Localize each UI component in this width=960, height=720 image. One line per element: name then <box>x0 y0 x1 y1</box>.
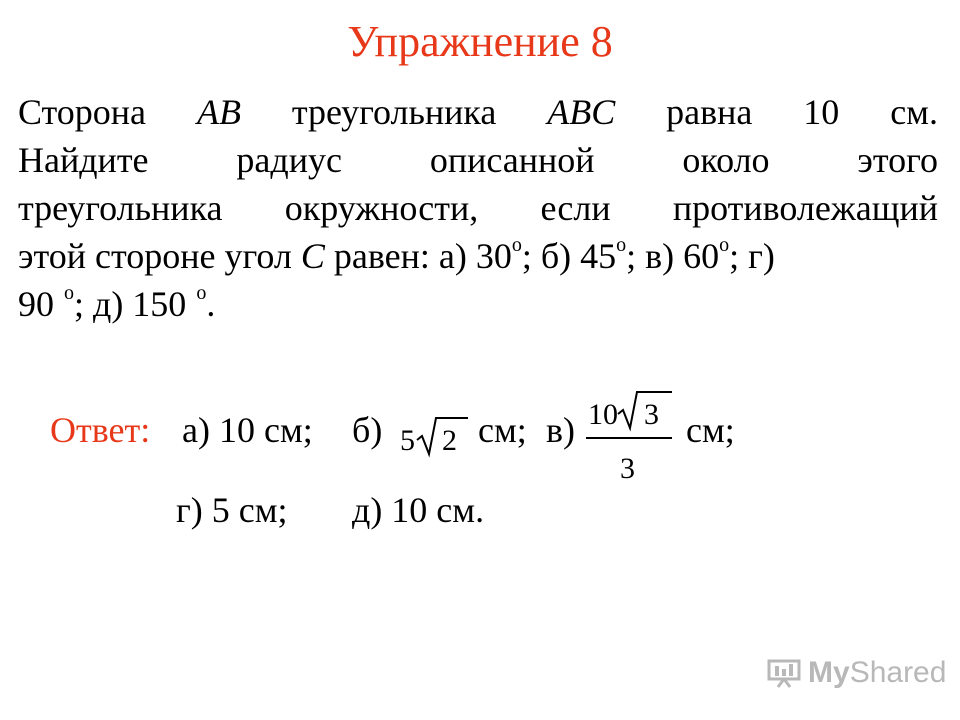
watermark-my: My <box>808 656 850 689</box>
presentation-board-icon <box>766 658 802 688</box>
angle-c: C <box>300 236 325 276</box>
degree-sign: о <box>616 234 627 256</box>
number: 10 <box>803 92 840 132</box>
word: Найдите <box>18 140 149 180</box>
answer-b-formula <box>398 414 470 458</box>
degree-sign: о <box>64 282 74 304</box>
word: описанной <box>429 140 595 180</box>
word: треугольника <box>18 188 223 228</box>
problem-line-3 <box>18 184 938 232</box>
answer-c-unit: см; <box>686 410 735 450</box>
answer-a: а) 10 см; <box>182 410 313 450</box>
problem-line-4 <box>18 232 938 280</box>
slide-title: Упражнение 8 <box>347 17 613 66</box>
watermark-shared: Shared <box>849 656 947 689</box>
answer-b-prefix: б) <box>352 410 383 450</box>
word: если <box>540 188 611 228</box>
answer-c-num-coef: 10 <box>588 398 618 431</box>
word: равна <box>666 92 753 132</box>
word: см. <box>890 92 938 132</box>
triangle-abc: ABC <box>547 92 616 132</box>
answer-c-den: 3 <box>620 452 635 484</box>
segment-ab: AB <box>196 92 241 132</box>
word: противолежащий <box>672 188 938 228</box>
text-fragment: этой стороне угол C равен: а) $30^о$; б) $45^о$; в) $60^о$; г) <box>18 234 775 276</box>
word: этого <box>857 140 938 180</box>
text-fragment: 90 $^о$; д) 150 $^о$. <box>18 282 216 324</box>
word: радиус <box>236 140 342 180</box>
word: около <box>682 140 770 180</box>
answer-b-unit: см; <box>478 410 527 450</box>
problem-line-5 <box>18 280 938 328</box>
problem-line-2 <box>18 136 938 184</box>
word: окружности, <box>284 188 479 228</box>
answer-c-num-radicand: 3 <box>644 398 659 431</box>
answer-e: д) 10 см. <box>352 490 485 530</box>
answer-d: г) 5 см; <box>176 490 288 530</box>
problem-line-1 <box>18 88 938 136</box>
word: Сторона <box>18 92 147 132</box>
answer-label: Ответ: <box>50 410 151 450</box>
degree-sign: о <box>196 282 207 304</box>
degree-sign: о <box>511 234 522 256</box>
answer-b-radicand: 2 <box>442 424 457 457</box>
degree-sign: о <box>719 234 730 256</box>
word: треугольника <box>291 92 497 132</box>
answer-c-prefix: в) <box>546 410 575 450</box>
answer-c-formula <box>584 388 676 484</box>
problem-statement <box>18 88 938 328</box>
answer-b-coef: 5 <box>400 424 415 457</box>
watermark-logo <box>766 656 946 690</box>
